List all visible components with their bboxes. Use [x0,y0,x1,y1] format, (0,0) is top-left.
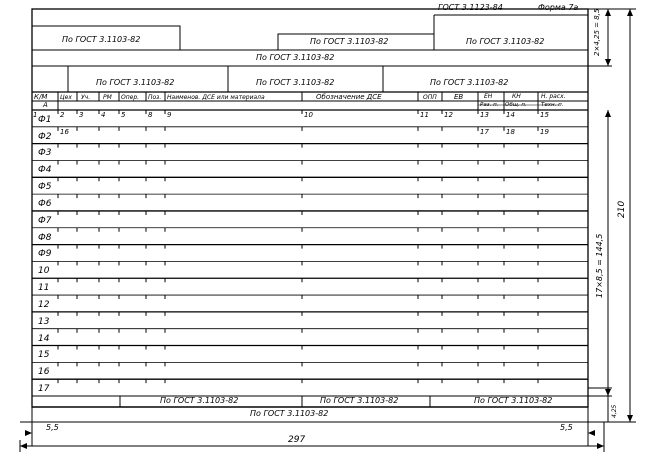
field-number: 12 [444,111,453,119]
col-ev: ЕВ [454,93,464,101]
col-naimen: Наименов. ДСЕ или материала [167,94,265,101]
field-number: 9 [167,111,172,119]
field-number: 13 [480,111,489,119]
form-frame [32,9,588,407]
stamp-text: По ГОСТ 3.1103-82 [320,396,399,405]
stamp-text: По ГОСТ 3.1103-82 [256,53,335,62]
row-label: Ф9 [38,249,52,260]
field-number: 1 [33,111,38,119]
field-number: 3 [79,111,84,119]
stamp-text: По ГОСТ 3.1103-82 [62,35,141,44]
row-label: Ф4 [38,165,52,176]
col-oper: Опер. [121,94,140,101]
row-label: Ф2 [38,131,52,142]
row-label: 14 [38,333,50,344]
col-raz-p: Раз. п. [480,102,499,108]
row-label: 17 [38,384,50,394]
col-rm: РМ [103,94,112,101]
field-number: 15 [540,111,549,119]
row-label: Ф5 [38,182,52,193]
row-label: Ф8 [38,232,52,243]
col-kn: КН [512,93,521,100]
col-opp: ОПП [423,94,437,101]
field-number: 18 [506,128,515,136]
col-uch: Уч. [81,94,91,101]
stamp-text: По ГОСТ 3.1103-82 [430,78,509,87]
stamp-text: По ГОСТ 3.1103-82 [256,78,335,87]
row-label: 15 [38,350,50,361]
field-number: 2 [60,111,65,119]
stamp-text: По ГОСТ 3.1103-82 [310,37,389,46]
row-label: Ф3 [38,148,52,159]
col-km: К/М [34,93,48,101]
field-number: 8 [148,111,153,119]
field-number: 17 [480,128,489,136]
field-number: 11 [420,111,429,119]
dimension-margin-right: 5,5 [560,423,573,432]
row-label: 12 [38,299,50,310]
field-number: 4 [101,111,106,119]
field-number: 16 [60,128,69,136]
stamp-text: По ГОСТ 3.1103-82 [466,37,545,46]
field-number: 5 [121,111,126,119]
dimension-bottom-right: 4,25 [611,404,618,418]
col-poz: Поз. [148,94,162,101]
row-label: 10 [38,266,50,277]
col-tsekh: Цех [60,94,72,101]
field-number: 19 [540,128,549,136]
field-number: 10 [304,111,313,119]
col-km-sub: А [43,101,48,109]
col-obts-p: Общ. п. [505,102,527,108]
row-label: Ф6 [38,198,52,209]
form-number: Форма 7а [538,3,579,12]
row-label: 11 [38,283,50,294]
stamp-text: По ГОСТ 3.1103-82 [160,396,239,405]
stamp-text: По ГОСТ 3.1103-82 [250,409,329,418]
row-label: 16 [38,367,50,378]
row-label: Ф7 [38,215,52,226]
col-oboznach: Обозначение ДСЕ [316,93,382,101]
stamp-text: По ГОСТ 3.1103-82 [474,396,553,405]
dimension-margin-left: 5,5 [46,423,59,432]
row-label: Ф1 [38,114,52,125]
dimension-top-right: 2×4,25 = 8,5 [593,8,601,56]
col-n-rash: Н. расх. [541,93,566,100]
dimension-width: 297 [288,435,306,445]
col-tekhn-p: Техн. п. [541,102,564,108]
dimension-rows: 17×8,5 = 144,5 [595,233,604,298]
col-en: ЕН [484,93,493,100]
standard-number: ГОСТ 3.1123-84 [438,3,503,12]
field-number: 14 [506,111,515,119]
stamp-text: По ГОСТ 3.1103-82 [96,78,175,87]
dimension-height: 210 [617,200,627,218]
row-label: 13 [38,316,50,327]
